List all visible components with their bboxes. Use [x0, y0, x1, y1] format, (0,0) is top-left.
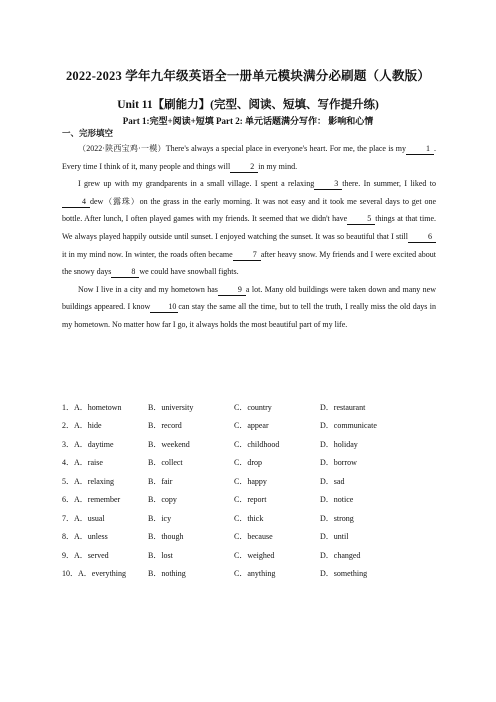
option-c: C．country	[234, 402, 272, 412]
passage-text: （2022·陕西宝鸡·一模）There's always a special place in everyone's heart. For me, the place is my	[78, 144, 406, 153]
passage-paragraph-1	[62, 140, 436, 175]
passage-text: dew（露珠）on the grass in the early morning. It was not easy and it took me several days to get one bottle. After lunch, I often played games with my friends. It seemed that we didn't have	[62, 196, 436, 224]
blank-5: 5	[347, 214, 375, 225]
option-c: C．anything	[234, 569, 276, 579]
unit-title: Unit 11【刷能力】(完型、阅读、短填、写作提升练)	[117, 99, 379, 111]
option-row	[62, 472, 442, 491]
passage-text: there. In summer, I liked to	[342, 179, 436, 189]
option-b: B．collect	[148, 458, 183, 468]
cloze-passage	[62, 140, 436, 334]
option-c: C．drop	[234, 458, 262, 468]
option-b: B．though	[148, 532, 184, 542]
passage-text: I grew up with my grandparents in a small village. I spent a relaxing	[78, 179, 315, 189]
blank-6: 6	[408, 232, 436, 243]
passage-paragraph-3	[62, 281, 436, 334]
option-c: C．childhood	[234, 439, 280, 449]
blank-3: 3	[314, 179, 342, 190]
option-d: D．notice	[320, 495, 354, 505]
option-b: B．weekend	[148, 439, 190, 449]
blank-8: 8	[111, 267, 139, 278]
option-d: D．borrow	[320, 458, 357, 468]
option-b: B．record	[148, 421, 182, 431]
option-b: B．copy	[148, 495, 177, 505]
passage-text: after heavy snow. My friends and I were excited about the snowy days	[62, 249, 436, 277]
blank-2: 2	[230, 162, 258, 173]
option-b: B．university	[148, 402, 194, 412]
blank-4: 4	[62, 197, 90, 208]
passage-text: it in my mind now. In winter, the roads often became	[62, 249, 233, 259]
option-row	[62, 454, 442, 473]
option-row	[62, 417, 442, 436]
option-a: 4．A．raise	[62, 458, 103, 468]
option-a: 7．A．usual	[62, 513, 105, 523]
option-a: 9．A．served	[62, 550, 109, 560]
option-row	[62, 435, 442, 454]
option-d: D．sad	[320, 476, 345, 486]
option-d: D．restaurant	[320, 402, 366, 412]
parts-subtitle: Part 1:完型+阅读+短填 Part 2: 单元话题满分写作： 影响和心情	[122, 116, 374, 126]
option-row	[62, 509, 442, 528]
option-d: D．communicate	[320, 421, 377, 431]
option-c: C．appear	[234, 421, 269, 431]
option-a: 10．A．everything	[62, 569, 126, 579]
option-a: 6．A．remember	[62, 495, 121, 505]
option-row	[62, 528, 442, 547]
blank-7: 7	[233, 250, 261, 261]
option-row	[62, 398, 442, 417]
passage-text: we could have snowball fights.	[139, 267, 239, 277]
option-a: 2．A．hide	[62, 421, 102, 431]
option-d: D．strong	[320, 513, 354, 523]
passage-paragraph-2	[62, 175, 436, 281]
passage-text: can stay the same all the time, but to tell the truth, I really miss the old days in my hometown. No matter how far I go, it always holds the most beautiful part of my life.	[62, 302, 436, 329]
option-c: C．because	[234, 532, 273, 542]
option-d: D．until	[320, 532, 349, 542]
passage-text: in my mind.	[258, 161, 298, 171]
option-b: B．lost	[148, 550, 173, 560]
passage-text: Now I live in a city and my hometown has	[78, 284, 218, 294]
option-c: C．happy	[234, 476, 267, 486]
blank-9: 9	[218, 285, 246, 296]
option-c: C．thick	[234, 513, 264, 523]
document-title: 2022-2023 学年九年级英语全一册单元模块满分必刷题（人教版）	[65, 69, 431, 83]
option-a: 1．A．hometown	[62, 402, 122, 412]
option-a: 8．A．unless	[62, 532, 108, 542]
option-row	[62, 565, 442, 584]
answer-options	[62, 398, 442, 583]
option-d: D．holiday	[320, 439, 358, 449]
option-c: C．weighed	[234, 550, 275, 560]
option-b: B．nothing	[148, 569, 186, 579]
option-c: C．report	[234, 495, 267, 505]
option-d: D．something	[320, 569, 368, 579]
option-b: B．fair	[148, 476, 173, 486]
passage-text: . Every time I think of it, many people and things will	[62, 144, 436, 171]
passage-text: a lot. Many old buildings were taken down and many new buildings appeared. I know	[62, 284, 436, 312]
option-row	[62, 491, 442, 510]
option-d: D．changed	[320, 550, 361, 560]
blank-1: 1	[406, 144, 434, 155]
passage-text: things at that time. We always played happily outside until sunset. I enjoyed watching the sunset. It was so beautiful that I still	[62, 214, 436, 241]
option-a: 3．A．daytime	[62, 439, 114, 449]
option-row	[62, 546, 442, 565]
option-a: 5．A．relaxing	[62, 476, 114, 486]
section-heading: 一、完形填空	[62, 128, 114, 138]
blank-10: 10	[150, 302, 178, 313]
option-b: B．icy	[148, 513, 172, 523]
